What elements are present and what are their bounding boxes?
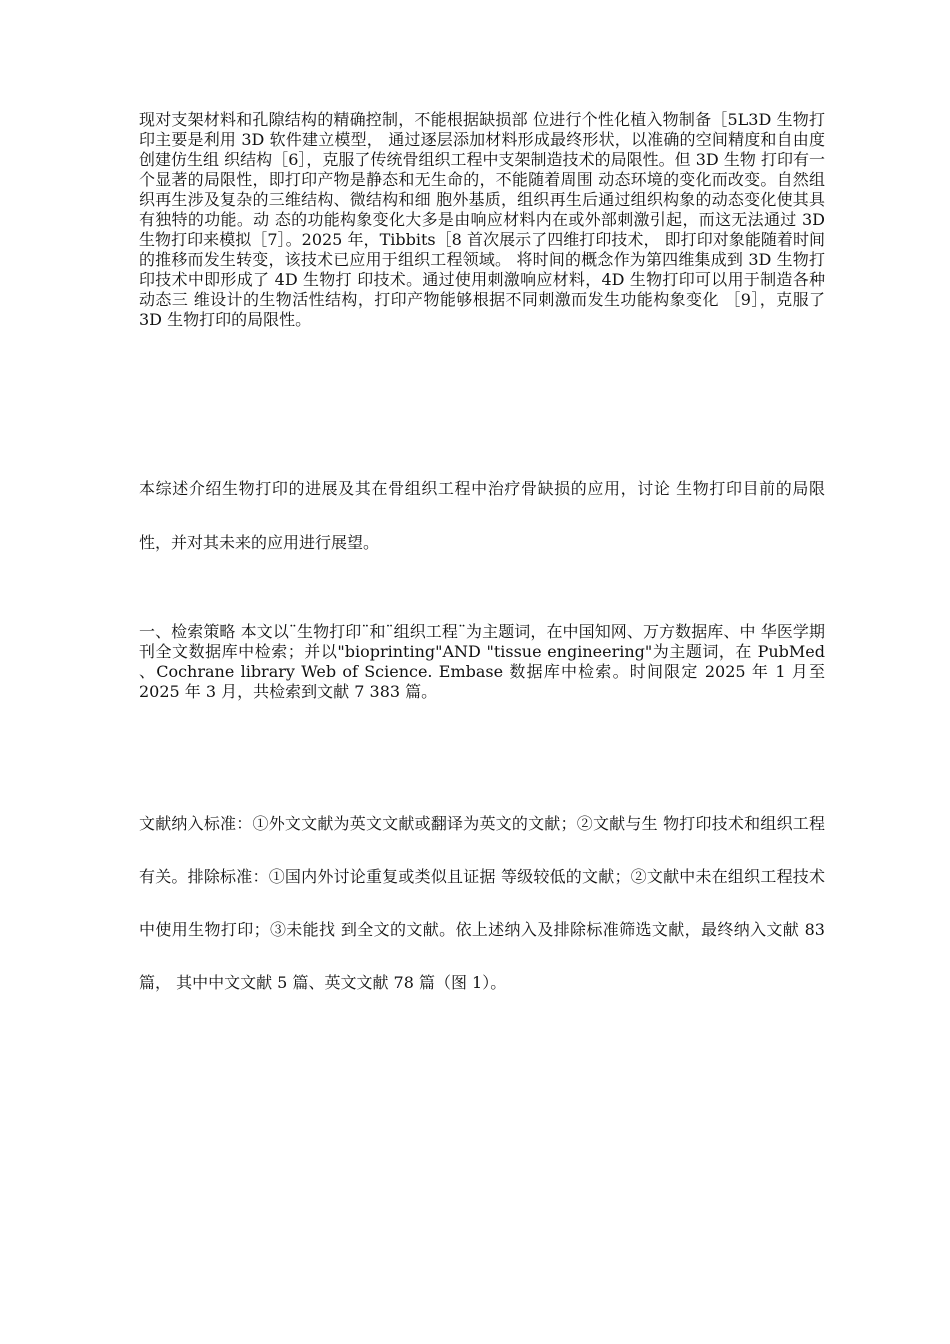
paragraph-search-strategy: 一、检索策略 本文以¨生物打印¨和¨组织工程¨为主题词，在中国知网、万方数据库、中 华医学期刊全文数据库中检索；并以"bioprinting"AND "tissue engineering"为主题词，在 PubMed 、Cochrane library Web of Science. Embase 数据库中检索。时间限定 2025 年 1 月至 2025 年 3 月，共检索到文献 7 383 篇。: [139, 622, 825, 701]
paragraph-review-scope: 本综述介绍生物打印的进展及其在骨组织工程中治疗骨缺损的应用，讨论 生物打印目前的局限性，并对其未来的应用进行展望。: [139, 479, 825, 552]
paragraph-3d-bioprinting-limitations: 现对支架材料和孔隙结构的精确控制，不能根据缺损部 位进行个性化植入物制备［5L3D 生物打印主要是利用 3D 软件建立模型， 通过逐层添加材料形成最终形状，以准确的空间精度和自由度创建仿生组 织结构［6］，克服了传统骨组织工程中支架制造技术的局限性。但 3D 生物 打印有一个显著的局限性，即打印产物是静态和无生命的，不能随着周围 动态环境的变化而改变。自然组织再生涉及复杂的三维结构、微结构和细 胞外基质，组织再生后通过组织构象的动态变化使其具有独特的功能。动 态的功能构象变化大多是由响应材料内在或外部刺激引起，而这无法通过 3D 生物打印来模拟［7］。2025 年，Tibbits［8 首次展示了四维打印技术， 即打印对象能随着时间的推移而发生转变，该技术已应用于组织工程领域。 将时间的概念作为第四维集成到 3D 生物打印技术中即形成了 4D 生物打 印技术。通过使用刺激响应材料，4D 生物打印可以用于制造各种动态三 维设计的生物活性结构，打印产物能够根据不同刺激而发生功能构象变化 ［9］，克服了 3D 生物打印的局限性。: [139, 110, 825, 329]
paragraph-inclusion-criteria: 文献纳入标准：①外文文献为英文文献或翻译为英文的文献；②文献与生 物打印技术和组织工程有关。排除标准：①国内外讨论重复或类似且证据 等级较低的文献；②文献中未在组织工程技术中使用生物打印；③未能找 到全文的文献。依上述纳入及排除标准筛选文献，最终纳入文献 83 篇， 其中中文文献 5 篇、英文文献 78 篇（图 1）。: [139, 814, 825, 992]
